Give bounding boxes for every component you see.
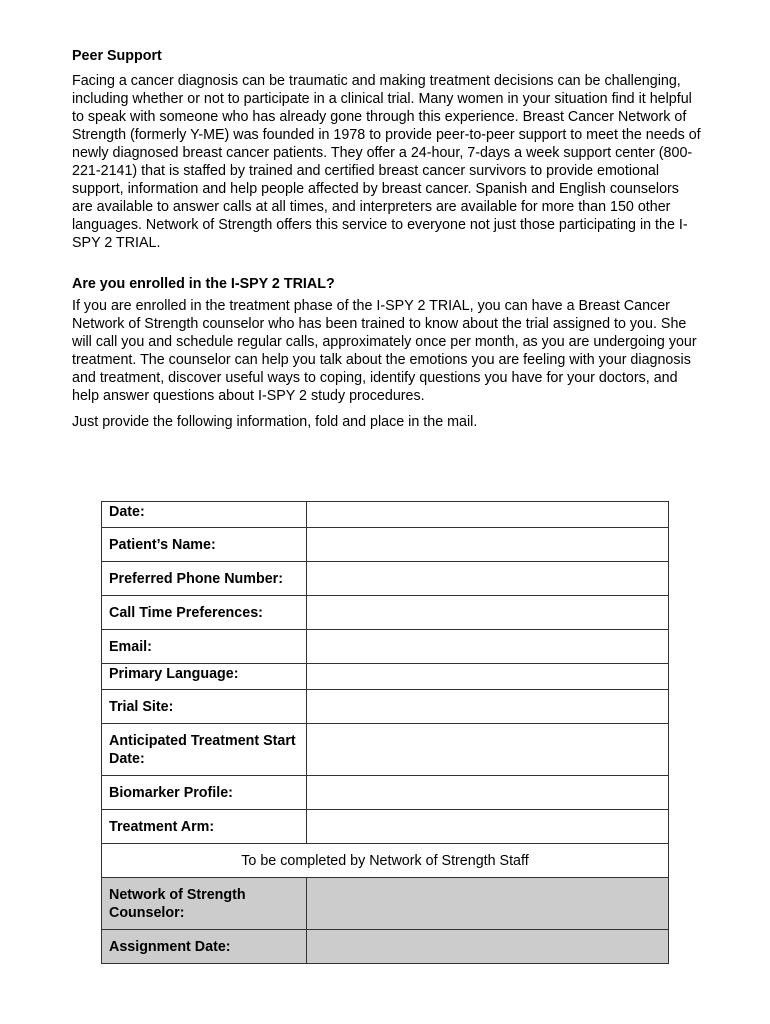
form-row-call-time [102,596,669,630]
email-field[interactable] [306,630,668,664]
form-row-date [102,502,669,528]
form-row-staff-header [102,844,669,878]
counselor-field[interactable] [306,878,668,930]
form-row-phone [102,562,669,596]
peer-support-heading: Peer Support [72,48,162,64]
form-row-treatment-arm [102,810,669,844]
document-page [72,45,702,431]
form-row-trial-site [102,690,669,724]
staff-section-header: To be completed by Network of Strength Staff [102,844,669,878]
trial-site-field[interactable] [306,690,668,724]
phone-field[interactable] [306,562,668,596]
phone-label: Preferred Phone Number: [102,562,307,596]
enrollment-form-table [101,501,669,964]
email-label: Email: [102,630,307,664]
treatment-arm-field[interactable] [306,810,668,844]
date-label: Date: [102,502,307,528]
form-row-email [102,630,669,664]
patient-name-field[interactable] [306,528,668,562]
enrolled-paragraph: If you are enrolled in the treatment phase of the I-SPY 2 TRIAL, you can have a Breast Cancer Network of Strength counselor who has been trained to know about the trial assigned to you. She will call you and schedule regular calls, approximately once per month, as you are undergoing your treatment. The counselor can help you talk about the emotions you are feeling with your diagnosis and treatment, discover useful ways to coping, identify questions you have for your doctors, and help answer questions about I-SPY 2 study procedures. [72,298,697,404]
biomarker-field[interactable] [306,776,668,810]
start-date-field[interactable] [306,724,668,776]
treatment-arm-label: Treatment Arm: [102,810,307,844]
form-row-start-date [102,724,669,776]
patient-name-label: Patient’s Name: [102,528,307,562]
form-row-biomarker [102,776,669,810]
date-field[interactable] [306,502,668,528]
enrolled-heading: Are you enrolled in the I-SPY 2 TRIAL? [72,276,335,292]
form-row-assignment-date [102,930,669,964]
assignment-date-label: Assignment Date: [102,930,307,964]
instruction-text: Just provide the following information, fold and place in the mail. [72,414,478,430]
form-row-language [102,664,669,690]
form-row-counselor [102,878,669,930]
form-row-patient-name [102,528,669,562]
call-time-label: Call Time Preferences: [102,596,307,630]
language-field[interactable] [306,664,668,690]
biomarker-label: Biomarker Profile: [102,776,307,810]
call-time-field[interactable] [306,596,668,630]
counselor-label: Network of Strength Counselor: [102,878,307,930]
peer-support-paragraph: Facing a cancer diagnosis can be traumatic and making treatment decisions can be challenging, including whether or not to participate in a clinical trial. Many women in your situation find it helpful to speak with someone who has already gone through this experience. Breast Cancer Network of Strength (formerly Y-ME) was founded in 1978 to provide peer-to-peer support to meet the needs of newly diagnosed breast cancer patients. They offer a 24-hour, 7-days a week support center (800-221-2141) that is staffed by trained and certified breast cancer survivors to provide emotional support, information and help people affected by breast cancer. Spanish and English counselors are available to answer calls at all times, and interpreters are available for more than 150 other languages. Network of Strength offers this service to everyone not just those participating in the I-SPY 2 TRIAL. [72,73,701,251]
language-label: Primary Language: [102,664,307,690]
start-date-label: Anticipated Treatment Start Date: [102,724,307,776]
trial-site-label: Trial Site: [102,690,307,724]
assignment-date-field[interactable] [306,930,668,964]
